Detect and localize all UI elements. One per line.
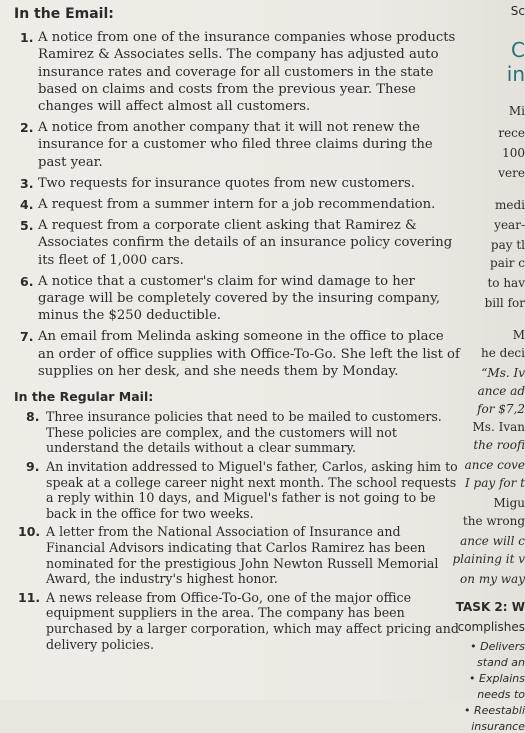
list-item — [14, 590, 462, 652]
side-fragment: pair c — [490, 256, 525, 270]
side-fragment: C — [511, 38, 525, 62]
item-text: A notice from another company that it will not renew the insurance for a customer who filed three claims during the past year. — [38, 120, 433, 170]
item-number: 11. — [18, 589, 41, 605]
item-number: 2. — [20, 120, 34, 136]
item-number: 3. — [20, 175, 34, 191]
side-fragment: TASK 2: W — [455, 600, 525, 614]
side-fragment: the roofi — [473, 438, 525, 452]
side-fragment: on my way — [460, 572, 525, 586]
side-fragment: to hav — [487, 276, 525, 290]
item-number: 7. — [20, 329, 34, 345]
item-text: A request from a summer intern for a job recommendation. — [38, 197, 436, 213]
side-fragment: Ms. Ivan — [472, 420, 525, 434]
item-text: A notice that a customer's claim for wind damage to her garage will be completely covered by the insuring company, minus the $250 deductible. — [38, 273, 441, 324]
side-fragment: Mi — [508, 104, 525, 118]
side-fragment: Migu — [493, 496, 525, 510]
side-fragment: needs to — [477, 688, 525, 701]
list-item — [14, 119, 462, 171]
side-fragment: • Delivers — [470, 640, 525, 653]
side-fragment: bill for — [484, 296, 525, 310]
side-fragment: M — [512, 328, 525, 342]
item-number: 8. — [26, 409, 40, 425]
list-item — [14, 524, 462, 586]
side-fragment: • Explains — [469, 672, 525, 685]
side-fragment: vere — [498, 166, 525, 180]
mail-list — [14, 409, 462, 652]
item-number: 1. — [20, 30, 34, 46]
item-number: 5. — [20, 218, 34, 234]
main-column — [14, 6, 462, 655]
list-item — [14, 273, 462, 325]
side-fragment: the wrong — [462, 514, 525, 528]
side-fragment: ance ad — [477, 384, 525, 398]
mail-heading: In the Regular Mail: — [14, 389, 154, 405]
item-number: 6. — [20, 273, 34, 289]
side-fragment: year- — [494, 218, 525, 232]
item-text: Two requests for insurance quotes from new customers. — [38, 175, 415, 191]
side-fragment: for $7,2 — [477, 402, 525, 416]
item-text: An invitation addressed to Miguel's father, Carlos, asking him to speak at a college career night next month. The school requests a reply within 10 days, and Miguel's father is not going to be back in the office for two weeks. — [46, 459, 458, 521]
item-number: 10. — [18, 524, 41, 540]
side-fragment: “Ms. Iv — [481, 366, 525, 380]
list-item — [14, 196, 462, 213]
item-text: A news release from Office-To-Go, one of the major office equipment suppliers in the area. The company has been purchased by a larger corporation, which may affect pricing and delivery policies. — [46, 589, 459, 652]
side-fragment: he deci — [481, 346, 525, 360]
email-heading: In the Email: — [14, 6, 114, 22]
side-fragment: 100 — [502, 146, 525, 160]
side-fragment: pay tl — [490, 238, 525, 252]
list-item — [14, 409, 462, 456]
item-text: A request from a corporate client asking that Ramirez & Associates confirm the details of an insurance policy covering its fleet of 1,000 cars. — [38, 218, 453, 268]
side-fragment: medi — [495, 198, 525, 212]
side-fragment: insurance — [471, 720, 525, 733]
item-text: A letter from the National Association of Insurance and Financial Advisors indicating that Carlos Ramirez has been nominated for the prestigious John Newton Russell Memorial Award, the industry's highest honor. — [46, 524, 439, 587]
list-item — [14, 29, 462, 115]
side-fragment: stand an — [477, 656, 525, 669]
side-fragment: in — [506, 62, 525, 86]
list-item — [14, 328, 462, 380]
list-item — [14, 217, 462, 269]
adjacent-page-edge — [452, 0, 525, 733]
side-fragment: rece — [498, 126, 525, 140]
side-fragment: ance cove — [464, 458, 525, 472]
list-item — [14, 459, 462, 521]
side-fragment: plaining it v — [452, 552, 525, 566]
side-fragment: complishes — [457, 620, 525, 634]
item-number: 4. — [20, 197, 34, 213]
side-fragment: I pay for t — [464, 476, 525, 490]
side-fragment: • Reestabli — [463, 704, 525, 717]
list-item — [14, 175, 462, 192]
item-text: A notice from one of the insurance companies whose products Ramirez & Associates sells. The company has adjusted auto insurance rates and coverage for all customers in the state based on claims and costs from the previous year. These changes will affect almost all customers. — [38, 30, 456, 115]
side-fragment: Sc — [510, 4, 525, 18]
email-list — [14, 29, 462, 380]
item-text: An email from Melinda asking someone in the office to place an order of office supplies with Office-To-Go. She left the list of supplies on her desk, and she needs them by Monday. — [38, 329, 460, 379]
item-number: 9. — [26, 459, 40, 475]
item-text: Three insurance policies that need to be mailed to customers. These policies are complex, and the customers will not understand the details without a clear summary. — [46, 409, 442, 456]
side-fragment: ance will c — [460, 534, 525, 548]
